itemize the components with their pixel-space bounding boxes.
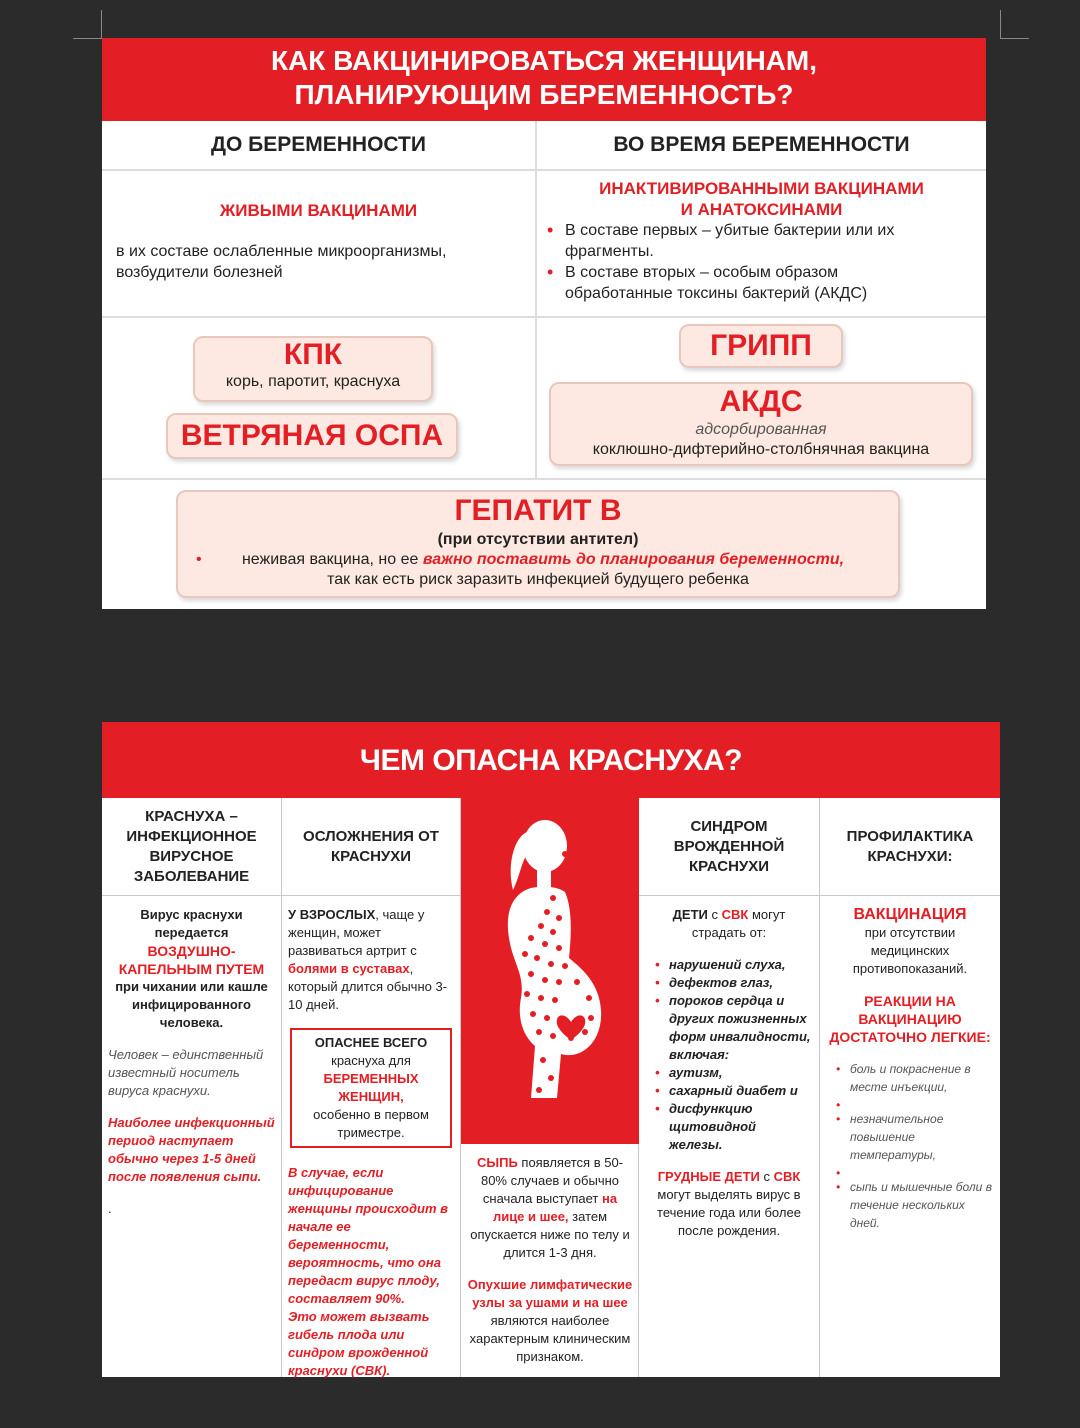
- col4-list: [645, 956, 813, 1154]
- col3-face-neck: на лице и шее,: [492, 1191, 618, 1224]
- col4-item: • дисфункцию щитовидной железы.: [655, 1100, 813, 1154]
- col5-item: • сыпь и мышечные боли в течение нескольких дней.: [836, 1178, 994, 1232]
- col1-p1a: Вирус краснухи передается: [140, 907, 243, 940]
- col1-carrier: Человек – единственный известный носитель вируса краснухи.: [108, 1047, 264, 1098]
- inactivated-title-2: И АНАТОКСИНАМИ: [680, 200, 843, 219]
- col2-danger-box: [290, 1028, 452, 1148]
- col1-dot: .: [108, 1201, 112, 1216]
- varicella-name: ВЕТРЯНАЯ ОСПА: [180, 419, 444, 452]
- hepatitis-b-text-emphasis: важно поставить до планирования беременности,: [422, 551, 845, 568]
- vaccination-poster: [102, 38, 986, 609]
- dtp-name: АКДС: [719, 385, 803, 418]
- col5-item: • боль и покраснение в месте инъекции,: [836, 1060, 994, 1096]
- col-symptoms: [461, 798, 639, 1377]
- col1-infectious-period: Наиболее инфекционный период наступает обычно через 1-5 дней после появления сыпи.: [108, 1115, 275, 1184]
- crop-mark-left: [73, 10, 102, 39]
- col5-vaccination-sub: при отсутствии медицинских противопоказаний.: [852, 925, 968, 976]
- col5-item: • незначительное повышение температуры,: [836, 1110, 994, 1164]
- col5-list: [826, 1060, 994, 1232]
- col4-infants-with: с: [759, 1169, 774, 1184]
- dtp-card: [549, 382, 973, 466]
- bullet-dot: •: [196, 551, 202, 568]
- hepatitis-b-sub: (при отсутствии антител): [437, 531, 639, 548]
- col4-with: с: [707, 907, 722, 922]
- col3-rash-spread: затем опускается ниже по телу и длится 1-3 дня.: [470, 1209, 630, 1260]
- col2-adults-label: У ВЗРОСЛЫХ: [288, 907, 376, 922]
- rubella-title: ЧЕМ ОПАСНА КРАСНУХА?: [102, 722, 1000, 798]
- col2-adults-duration: , который длится обычно 3-10 дней.: [288, 961, 448, 1012]
- col-complications: [282, 798, 461, 1377]
- col4-header: СИНДРОМ ВРОЖДЕННОЙ КРАСНУХИ: [639, 798, 819, 896]
- hepatitis-b-text-pre: неживая вакцина, но ее: [241, 551, 423, 568]
- col2-infection-risk: В случае, если инфицирование женщины происходит в начале ее беременности, вероятность, что она передаст вирус плоду, составляет 90%.: [288, 1165, 448, 1306]
- pregnant-woman-icon: [461, 798, 639, 1144]
- before-pregnancy-header: ДО БЕРЕМЕННОСТИ: [211, 133, 426, 156]
- col4-children: ДЕТИ: [672, 907, 708, 922]
- col2-adults: [288, 906, 454, 1014]
- hepatitis-b-name: ГЕПАТИТ В: [454, 494, 622, 527]
- col3-rash: [467, 1154, 633, 1262]
- col2-box-c: БЕРЕМЕННЫХ ЖЕНЩИН,: [323, 1071, 419, 1104]
- col3-rash-label: СЫПЬ: [476, 1155, 518, 1170]
- mmr-card: [193, 336, 433, 402]
- col4-crs: СВК: [721, 907, 749, 922]
- col4-infants-text: могут выделять вирус в течение года или более после рождения.: [657, 1187, 801, 1238]
- col4-intro: [645, 906, 813, 942]
- title-line-1: КАК ВАКЦИНИРОВАТЬСЯ ЖЕНЩИНАМ,: [270, 45, 818, 76]
- hepatitis-b-text: [178, 550, 898, 570]
- rubella-poster: [102, 722, 1000, 1377]
- column-headers-row: [102, 121, 986, 171]
- col-crs: [639, 798, 820, 1377]
- inactivated-bullet-2: • В составе вторых – особым образом обработанные токсины бактерий (АКДС): [539, 262, 945, 304]
- col4-item: • сахарный диабет и: [655, 1082, 813, 1100]
- col5-header: ПРОФИЛАКТИКА КРАСНУХИ:: [820, 798, 1000, 896]
- flu-name: ГРИПП: [710, 329, 812, 362]
- col-rubella-infection: [102, 798, 282, 1377]
- hepatitis-b-text-post: так как есть риск заразить инфекцией будущего ребенка: [327, 571, 749, 588]
- col5-reactions: РЕАКЦИИ НА ВАКЦИНАЦИЮ ДОСТАТОЧНО ЛЕГКИЕ:: [829, 993, 991, 1045]
- col4-infants-label: ГРУДНЫЕ ДЕТИ: [657, 1169, 760, 1184]
- col2-joint-pain: болями в суставах: [288, 961, 410, 976]
- crop-mark-right: [1000, 10, 1029, 39]
- vaccines-row: [102, 316, 986, 480]
- col1-airborne: ВОЗДУШНО-КАПЕЛЬНЫМ ПУТЕМ: [118, 943, 265, 977]
- col2-fetal-death: Это может вызвать гибель плода или синдром врожденной краснухи (СВК).: [288, 1309, 430, 1378]
- col2-header: ОСЛОЖНЕНИЯ ОТ КРАСНУХИ: [282, 798, 460, 896]
- dtp-adsorbed: адсорбированная: [695, 421, 827, 438]
- dtp-desc: коклюшно-дифтерийно-столбнячная вакцина: [592, 441, 930, 458]
- flu-card: [679, 324, 843, 368]
- col2-adults-text: , чаще у женщин, может развиваться артрит с: [288, 907, 425, 958]
- vaccine-types-row: [102, 169, 986, 318]
- col4-suffer: могут страдать от:: [691, 907, 786, 940]
- mmr-name: КПК: [283, 338, 343, 371]
- col4-item: • дефектов глаз,: [655, 974, 813, 992]
- col-prevention: [820, 798, 1000, 1377]
- live-vaccines-desc: в их составе ослабленные микроорганизмы, возбудители болезней: [116, 243, 447, 281]
- col2-box-d: особенно в первом триместре.: [313, 1107, 429, 1140]
- col4-infants: [645, 1168, 813, 1240]
- inactivated-bullet-1: • В составе первых – убитые бактерии или их фрагменты.: [539, 220, 945, 262]
- col1-p1c: при чихании или кашле инфицированного человека.: [115, 979, 268, 1030]
- hepatitis-b-card: [176, 490, 900, 598]
- pregnant-woman-illustration: [461, 798, 639, 1144]
- col3-lymph-text: являются наиболее характерным клиническим признаком.: [469, 1313, 631, 1364]
- title-line-2: ПЛАНИРУЮЩИМ БЕРЕМЕННОСТЬ?: [294, 79, 794, 110]
- poster-title: [102, 38, 986, 121]
- col5-vaccination: ВАКЦИНАЦИЯ: [853, 906, 967, 923]
- hepatitis-row: [102, 478, 986, 608]
- col3-lymph: [467, 1276, 633, 1366]
- col2-box-a: ОПАСНЕЕ ВСЕГО: [314, 1035, 428, 1050]
- live-vaccines-title: ЖИВЫМИ ВАКЦИНАМИ: [219, 201, 418, 220]
- col2-box-b: краснуха для: [331, 1053, 411, 1068]
- during-pregnancy-header: ВО ВРЕМЯ БЕРЕМЕННОСТИ: [613, 133, 910, 156]
- varicella-card: [166, 413, 458, 459]
- col4-item: • аутизм,: [655, 1064, 813, 1082]
- col1-header: КРАСНУХА – ИНФЕКЦИОННОЕ ВИРУСНОЕ ЗАБОЛЕВАНИЕ: [102, 798, 281, 896]
- col4-item: • нарушений слуха,: [655, 956, 813, 974]
- col4-item: • пороков сердца и других пожизненных форм инвалидности, включая:: [655, 992, 813, 1064]
- mmr-desc: корь, паротит, краснуха: [225, 373, 401, 390]
- inactivated-title-1: ИНАКТИВИРОВАННЫМИ ВАКЦИНАМИ: [599, 179, 924, 198]
- col3-lymph-label: Опухшие лимфатические узлы за ушами и на шее: [467, 1277, 633, 1310]
- col3-rash-text: появляется в 50-80% случаев и обычно сначала выступает: [480, 1155, 624, 1206]
- col4-infants-crs: СВК: [773, 1169, 801, 1184]
